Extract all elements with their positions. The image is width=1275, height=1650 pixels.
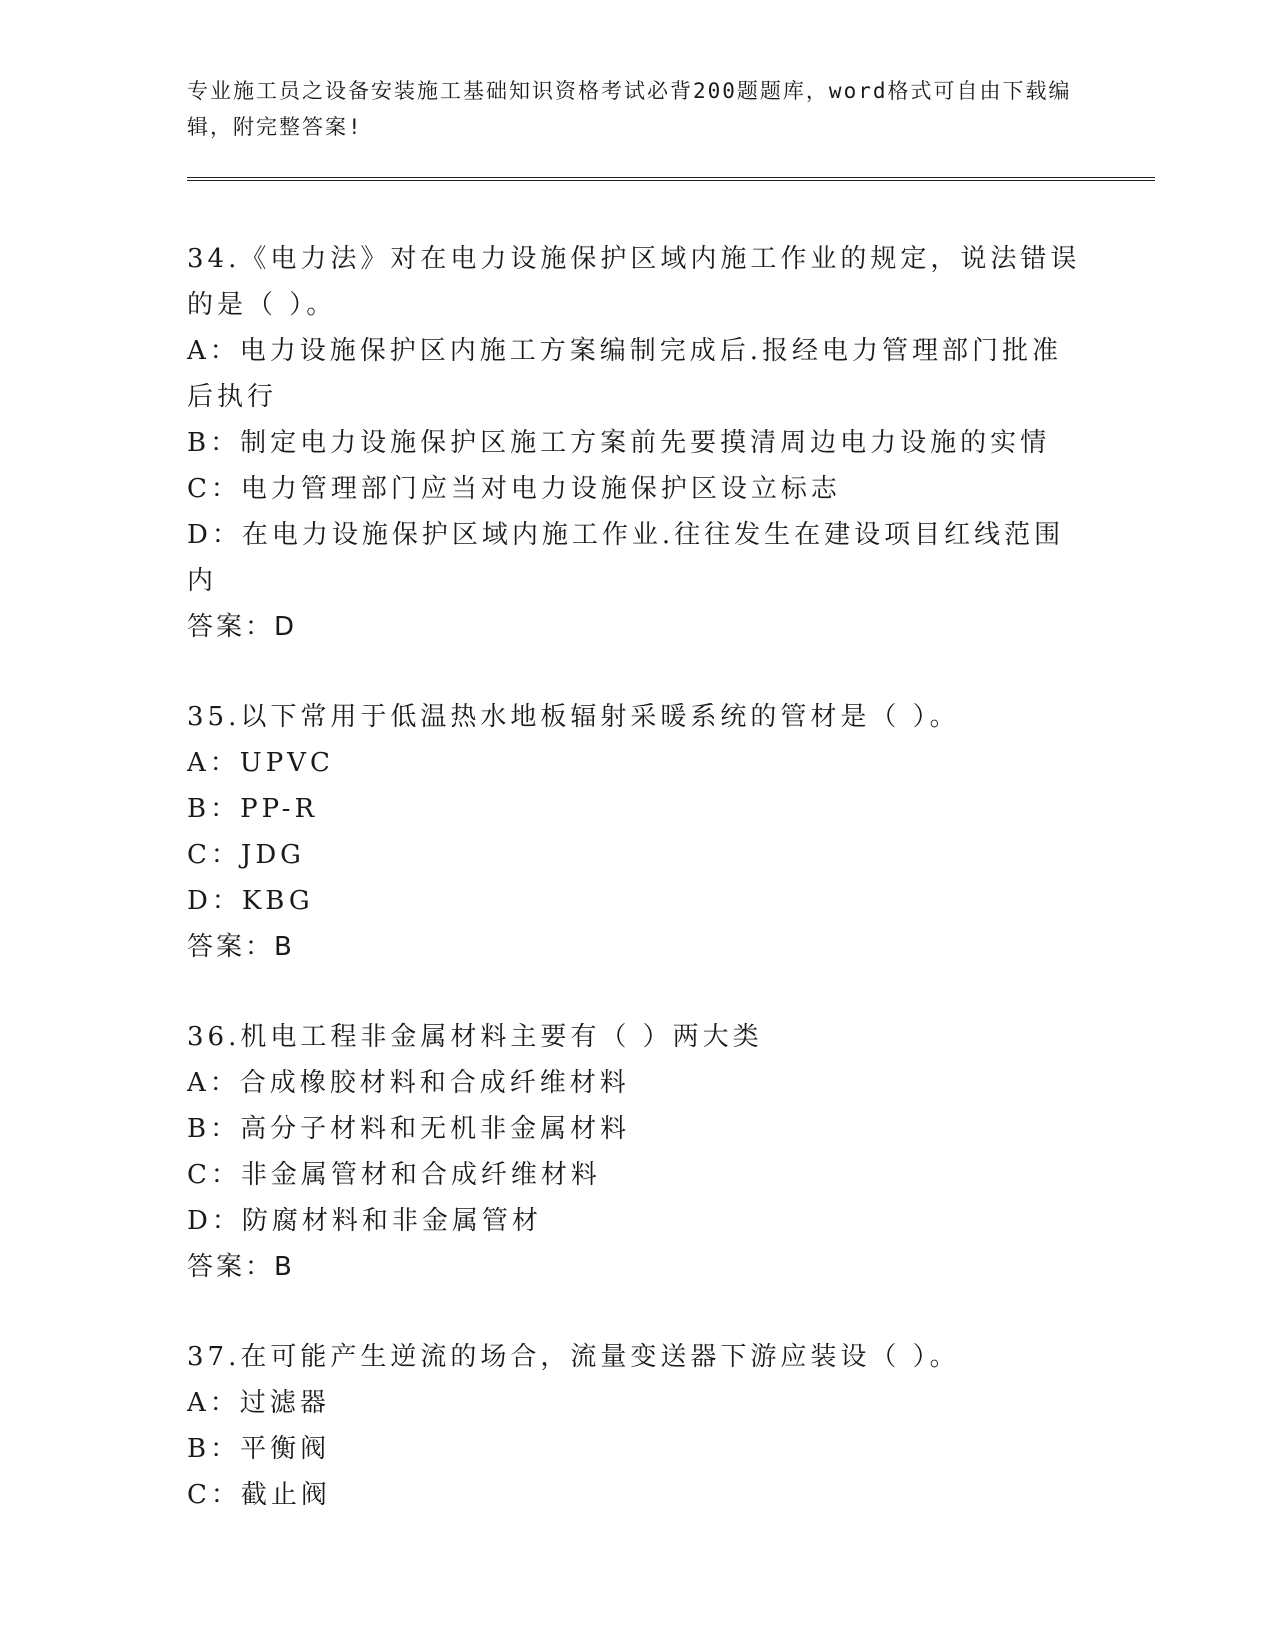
option-b: B：平衡阀 [187,1434,331,1464]
document-header [187,73,1087,145]
option-b: B：PP-R [187,794,319,824]
question-36 [187,1014,1087,1290]
option-c: C：JDG [187,840,305,870]
option-d: D：防腐材料和非金属管材 [187,1206,542,1236]
question-list [187,236,1087,1562]
option-a: A：电力设施保护区内施工方案编制完成后.报经电力管理部门批准后执行 [187,336,1063,412]
option-a: A：合成橡胶材料和合成纤维材料 [187,1068,630,1098]
option-d: D：在电力设施保护区域内施工作业.往往发生在建设项目红线范围内 [187,520,1065,596]
answer: 答案：B [187,932,295,962]
question-stem: 37.在可能产生逆流的场合，流量变送器下游应装设（ ）。 [187,1342,960,1372]
answer: 答案：D [187,612,298,642]
option-c: C：非金属管材和合成纤维材料 [187,1160,601,1190]
question-stem: 36.机电工程非金属材料主要有（ ）两大类 [187,1022,763,1052]
question-stem: 34.《电力法》对在电力设施保护区域内施工作业的规定，说法错误的是（ ）。 [187,244,1081,320]
document-title: 专业施工员之设备安装施工基础知识资格考试必背200题题库，word格式可自由下载编辑，附完整答案! [187,79,1072,139]
option-c: C：截止阀 [187,1480,331,1510]
answer: 答案：B [187,1252,295,1282]
option-a: A：过滤器 [187,1388,330,1418]
question-stem: 35.以下常用于低温热水地板辐射采暖系统的管材是（ ）。 [187,702,960,732]
header-divider [187,177,1155,181]
question-34 [187,236,1087,650]
option-d: D：KBG [187,886,314,916]
option-c: C：电力管理部门应当对电力设施保护区设立标志 [187,474,841,504]
question-35 [187,694,1087,970]
option-a: A：UPVC [187,748,334,778]
option-b: B：制定电力设施保护区施工方案前先要摸清周边电力设施的实情 [187,428,1051,458]
option-b: B：高分子材料和无机非金属材料 [187,1114,631,1144]
question-37 [187,1334,1087,1518]
